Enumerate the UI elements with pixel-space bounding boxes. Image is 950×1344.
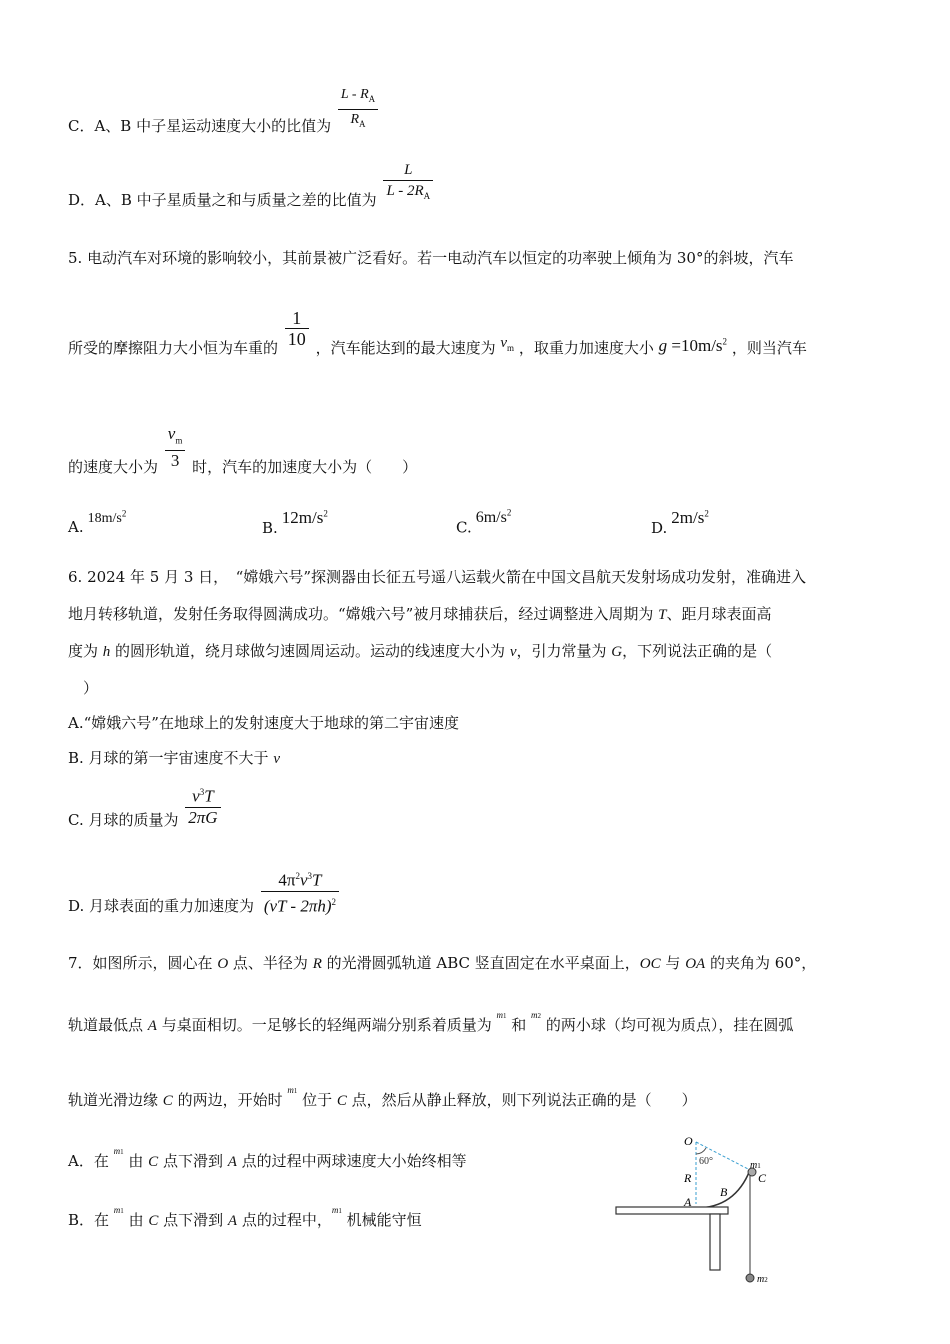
q7-line-2: 轨道最低点 A 与桌面相切。一足够长的轻绳两端分别系着质量为 $^{m1}$ 和 $^{m2}$ 的两小球（均可视为质点），挂在圆弧 [68,1010,794,1034]
q6-line-1: 6. 2024 年 5 月 3 日， “嫦娥六号”探测器由长征五号遥八运载火箭在中国文昌航天发射场成功发射，准确进入 [68,568,807,586]
q6-option-b[interactable]: B. 月球的第一宇宙速度不大于 v [68,749,281,767]
q7-option-a[interactable]: A．在 $^{m1}$ 由 C 点下滑到 A 点的过程中两球速度大小始终相等 [68,1146,467,1170]
q6-option-d[interactable]: D. 月球表面的重力加速度为 $\frac{4\pi^2v^3T}{(vT - 2\pi h)^2}$ [68,866,341,916]
label-m1: m1 [750,1160,761,1171]
label-o: O [684,1134,693,1148]
q5-option-d[interactable]: $D.2m/s^2$ [651,508,709,537]
label-r: R [684,1171,692,1185]
q5-line-2: 所受的摩擦阻力大小恒为车重的 $\frac{1}{10}$ ，汽车能达到的最大速度为 $v_m$ ，取重力加速度大小 $g =10m/s^2$ ，则当汽车 [68,308,807,357]
q5-g-value: $g =10m/s^2$ [658,335,728,355]
q6-line-2: 地月转移轨道，发射任务取得圆满成功。“嫦娥六号”被月球捕获后，经过调整进入周期为 T、距月球表面高 [68,605,772,623]
q5-vm: $v_m$ [500,334,515,353]
q4-option-c-fraction: $\frac{L - R_A}{R_A}$ [338,85,378,134]
q4-option-c [68,85,380,134]
q5-fraction-vm-over-3: $\frac{v_m}{3}$ [165,424,186,471]
q6-option-c-fraction: $\frac{v^3T}{2\pi G}$ [185,782,220,828]
label-a: A [684,1195,692,1209]
q6-line-4: ） [68,679,99,697]
q4-option-d [68,160,435,209]
q5-option-a[interactable]: A. $18m/s^2$ [68,508,127,536]
q5-line-1: 5. 电动汽车对环境的影响较小，其前景被广泛看好。若一电动汽车以恒定的功率驶上倾角为 30°的斜坡，汽车 [68,249,794,267]
q5-line-3: 的速度大小为 $\frac{v_m}{3}$ 时，汽车的加速度大小为（ ） [68,424,418,476]
label-c: C [758,1171,767,1185]
q6-line-3: 度为 h 的圆形轨道，绕月球做匀速圆周运动。运动的线速度大小为 v，引力常量为 G，下列说法正确的是（ [68,642,773,660]
q7-line-1: 7．如图所示，圆心在 O 点、半径为 R 的光滑圆弧轨道 ABC 竖直固定在水平桌面上，OC 与 OA 的夹角为 60°， [68,954,817,972]
q5-option-b[interactable]: $B.12m/s^2$ [262,508,328,537]
table-top [616,1207,728,1214]
label-m2: m2 [757,1274,768,1285]
table-leg [710,1214,720,1270]
q4-option-c-text: C．A、B 中子星运动速度大小的比值为 [68,117,332,136]
q5-fraction-one-tenth: $\frac{1}{10}$ [285,308,309,349]
q6-option-d-fraction: $\frac{4\pi^2v^3T}{(vT - 2\pi h)^2}$ [261,866,339,916]
q4-option-d-text: D．A、B 中子星质量之和与质量之差的比值为 [68,191,377,209]
q7-figure [610,1130,810,1300]
q4-option-d-fraction: $\frac{L}{L - 2R_A}$ [383,160,433,206]
q6-option-c[interactable]: C. 月球的质量为 $\frac{v^3T}{2\pi G}$ [68,782,223,828]
q5-option-c[interactable]: $C.6m/s^2$ [456,508,512,537]
label-b: B [720,1185,728,1199]
ball-m2 [746,1274,754,1282]
angle-arc [696,1148,706,1154]
label-angle: 60° [699,1156,713,1167]
q7-option-b[interactable]: B．在 $^{m1}$ 由 C 点下滑到 A 点的过程中，$^{m1}$ 机械能守恒 [68,1205,422,1229]
q6-option-a[interactable]: A.“嫦娥六号”在地球上的发射速度大于地球的第二宇宙速度 [68,714,459,732]
q7-line-3: 轨道光滑边缘 C 的两边，开始时 $^{m1}$ 位于 C 点，然后从静止释放，则下列说法正确的是（ ） [68,1085,697,1109]
